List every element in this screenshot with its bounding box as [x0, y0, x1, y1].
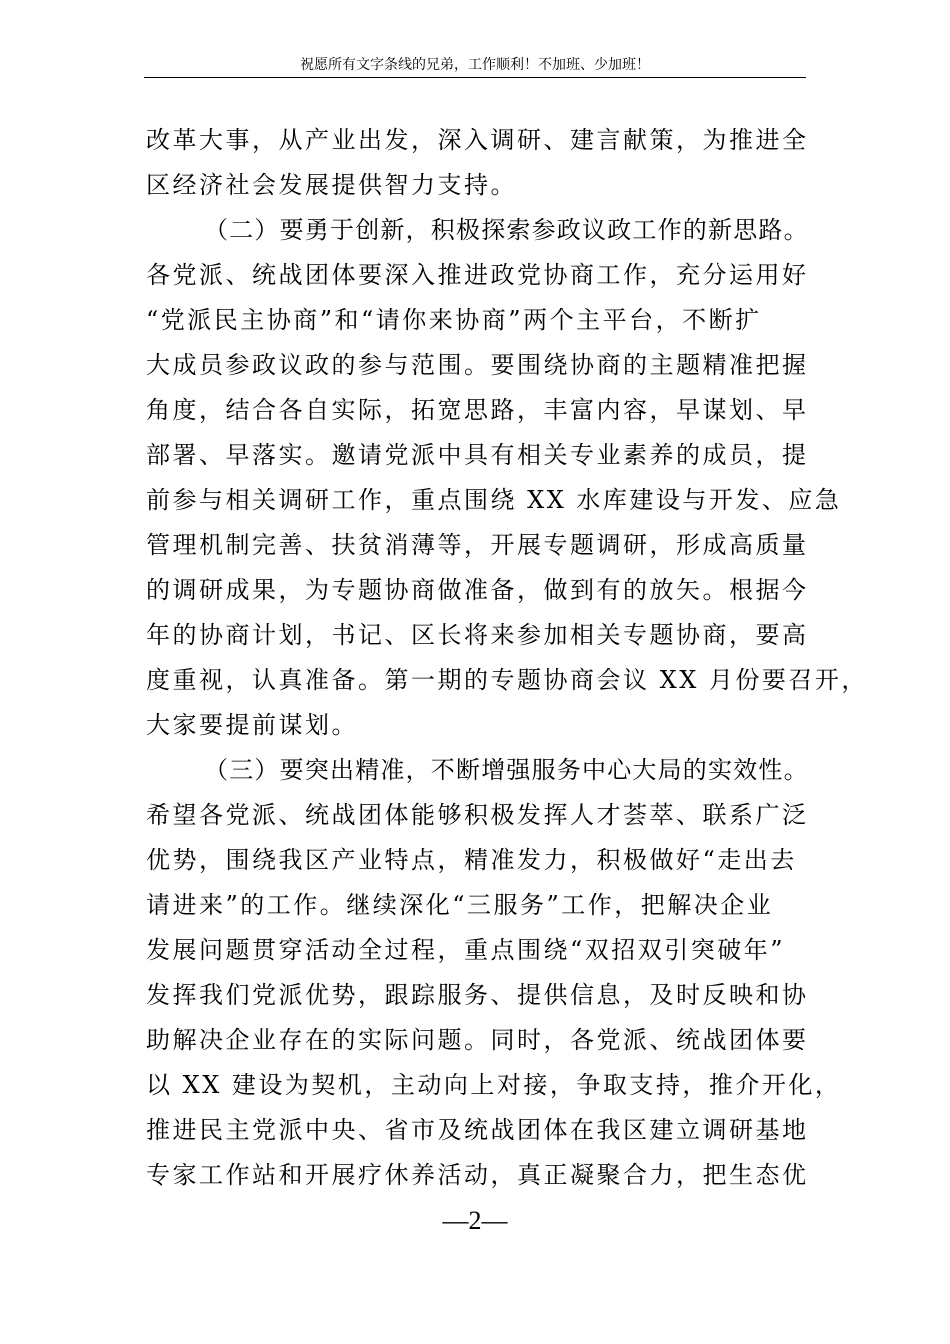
body-line: 以 XX 建设为契机，主动向上对接，争取支持，推介开化，: [146, 1071, 842, 1099]
body-line: 改革大事，从产业出发，深入调研、建言献策，为推进全: [146, 126, 809, 154]
body-line: 请进来”的工作。继续深化“三服务”工作，把解决企业: [146, 891, 774, 919]
body-line: 各党派、统战团体要深入推进政党协商工作，充分运用好: [146, 261, 809, 289]
body-line: 的调研成果，为专题协商做准备，做到有的放矢。根据今: [146, 576, 809, 604]
body-line: 发挥我们党派优势，跟踪服务、提供信息，及时反映和协: [146, 981, 809, 1009]
document-body: [146, 118, 868, 1198]
body-line: 部署、早落实。邀请党派中具有相关专业素养的成员，提: [146, 441, 809, 469]
body-line: 发展问题贯穿活动全过程，重点围绕“双招双引突破年”: [146, 936, 786, 964]
body-line: 专家工作站和开展疗休养活动，真正凝聚合力，把生态优: [146, 1161, 809, 1189]
body-line: “党派民主协商”和“请你来协商”两个主平台，不断扩: [146, 306, 762, 334]
section-heading-2: （二）要勇于创新，积极探索参政议政工作的新思路。: [204, 216, 809, 244]
body-line: 管理机制完善、扶贫消薄等，开展专题调研，形成高质量: [146, 531, 809, 559]
body-line: 优势，围绕我区产业特点，精准发力，积极做好“走出去: [146, 846, 797, 874]
body-line: 前参与相关调研工作，重点围绕 XX 水库建设与开发、应急: [146, 486, 842, 514]
body-line: 区经济社会发展提供智力支持。: [146, 171, 517, 199]
section-heading-3: （三）要突出精准，不断增强服务中心大局的实效性。: [204, 756, 809, 784]
body-line: 大家要提前谋划。: [146, 711, 358, 739]
body-line: 助解决企业存在的实际问题。同时，各党派、统战团体要: [146, 1026, 809, 1054]
body-line: 推进民主党派中央、省市及统战团体在我区建立调研基地: [146, 1116, 809, 1144]
header-slogan: 祝愿所有文字条线的兄弟，工作顺利！不加班、少加班！: [300, 57, 650, 73]
body-line: 大成员参政议政的参与范围。要围绕协商的主题精准把握: [146, 351, 809, 379]
body-line: 希望各党派、统战团体能够积极发挥人才荟萃、联系广泛: [146, 801, 809, 829]
body-line: 年的协商计划，书记、区长将来参加相关专题协商，要高: [146, 621, 809, 649]
page-header: [144, 0, 806, 80]
header-divider: [144, 77, 806, 78]
body-line: 度重视，认真准备。第一期的专题协商会议 XX 月份要召开，: [146, 666, 868, 694]
page-number: —2—: [442, 1206, 508, 1235]
body-line: 角度，结合各自实际，拓宽思路，丰富内容，早谋划、早: [146, 396, 809, 424]
